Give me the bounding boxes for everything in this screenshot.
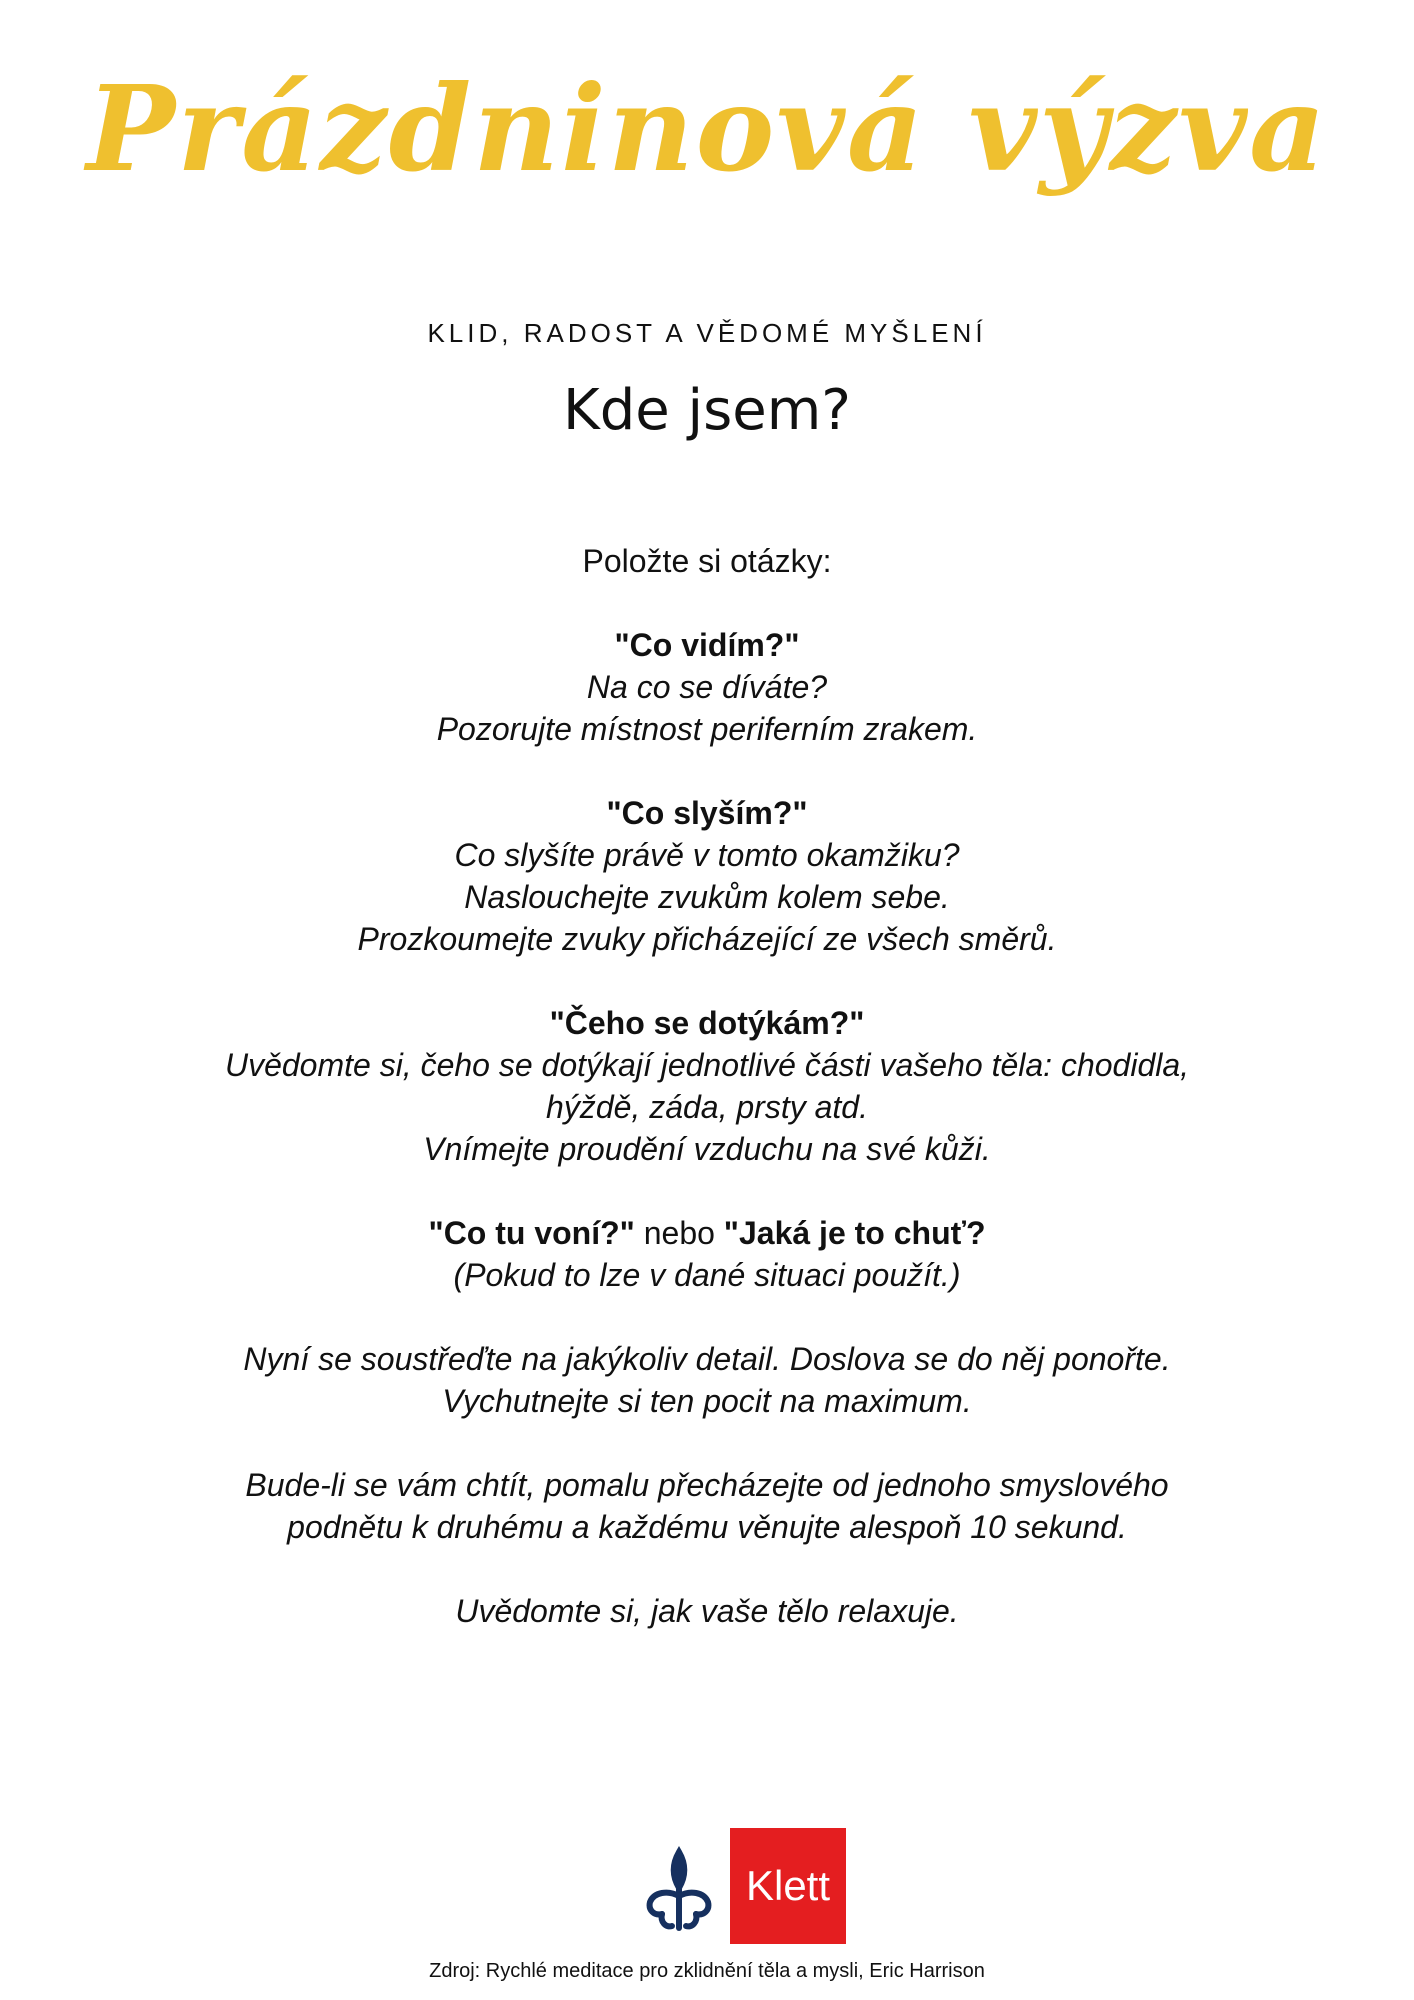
klett-fleur-icon [640, 1846, 718, 1934]
paragraph-line: podnětu k druhému a každému věnujte alespoň 10 sekund. [287, 1509, 1127, 1545]
question-touch: "Čeho se dotýkám?" [549, 1005, 865, 1041]
question-taste: "Jaká je to chuť? [723, 1215, 986, 1251]
section-line: Co slyšíte právě v tomto okamžiku? [454, 837, 960, 873]
section-line: Pozorujte místnost periferním zrakem. [436, 711, 978, 747]
question-smell: "Co tu voní?" [428, 1215, 635, 1251]
connector-text: nebo [634, 1215, 724, 1251]
section-line: Vnímejte proudění vzduchu na své kůži. [423, 1131, 991, 1167]
subtitle: KLID, RADOST A VĚDOMÉ MYŠLENÍ [427, 318, 987, 348]
paragraph-line: Bude-li se vám chtít, pomalu přecházejte od jednoho smyslového [245, 1467, 1169, 1503]
question-hear: "Co slyším?" [606, 795, 808, 831]
question-smell-taste [80, 1212, 1334, 1254]
klett-wordmark [730, 1828, 846, 1944]
klett-logo [640, 1828, 846, 1944]
section-line: (Pokud to lze v dané situaci použít.) [453, 1257, 961, 1293]
section-line: hýždě, záda, prsty atd. [546, 1089, 868, 1125]
paragraph-line: Uvědomte si, jak vaše tělo relaxuje. [455, 1593, 959, 1629]
paragraph-line: Nyní se soustřeďte na jakýkoliv detail. Doslova se do něj ponořte. [243, 1341, 1171, 1377]
heading: Kde jsem? [563, 378, 851, 443]
section-line: Uvědomte si, čeho se dotýkají jednotlivé části vašeho těla: chodidla, [224, 1047, 1190, 1083]
klett-text: Klett [745, 1862, 831, 1909]
source-citation: Zdroj: Rychlé meditace pro zklidnění těla a mysli, Eric Harrison [429, 1960, 985, 1982]
paragraph-line: Vychutnejte si ten pocit na maximum. [442, 1383, 972, 1419]
body-text [80, 540, 1334, 1632]
section-line: Prozkoumejte zvuky přicházející ze všech směrů. [357, 921, 1057, 957]
intro-text: Položte si otázky: [582, 543, 832, 579]
section-line: Na co se díváte? [586, 669, 828, 705]
question-see: "Co vidím?" [614, 627, 800, 663]
page-title: Prázdninová výzva [86, 59, 1328, 198]
section-line: Naslouchejte zvukům kolem sebe. [464, 879, 950, 915]
